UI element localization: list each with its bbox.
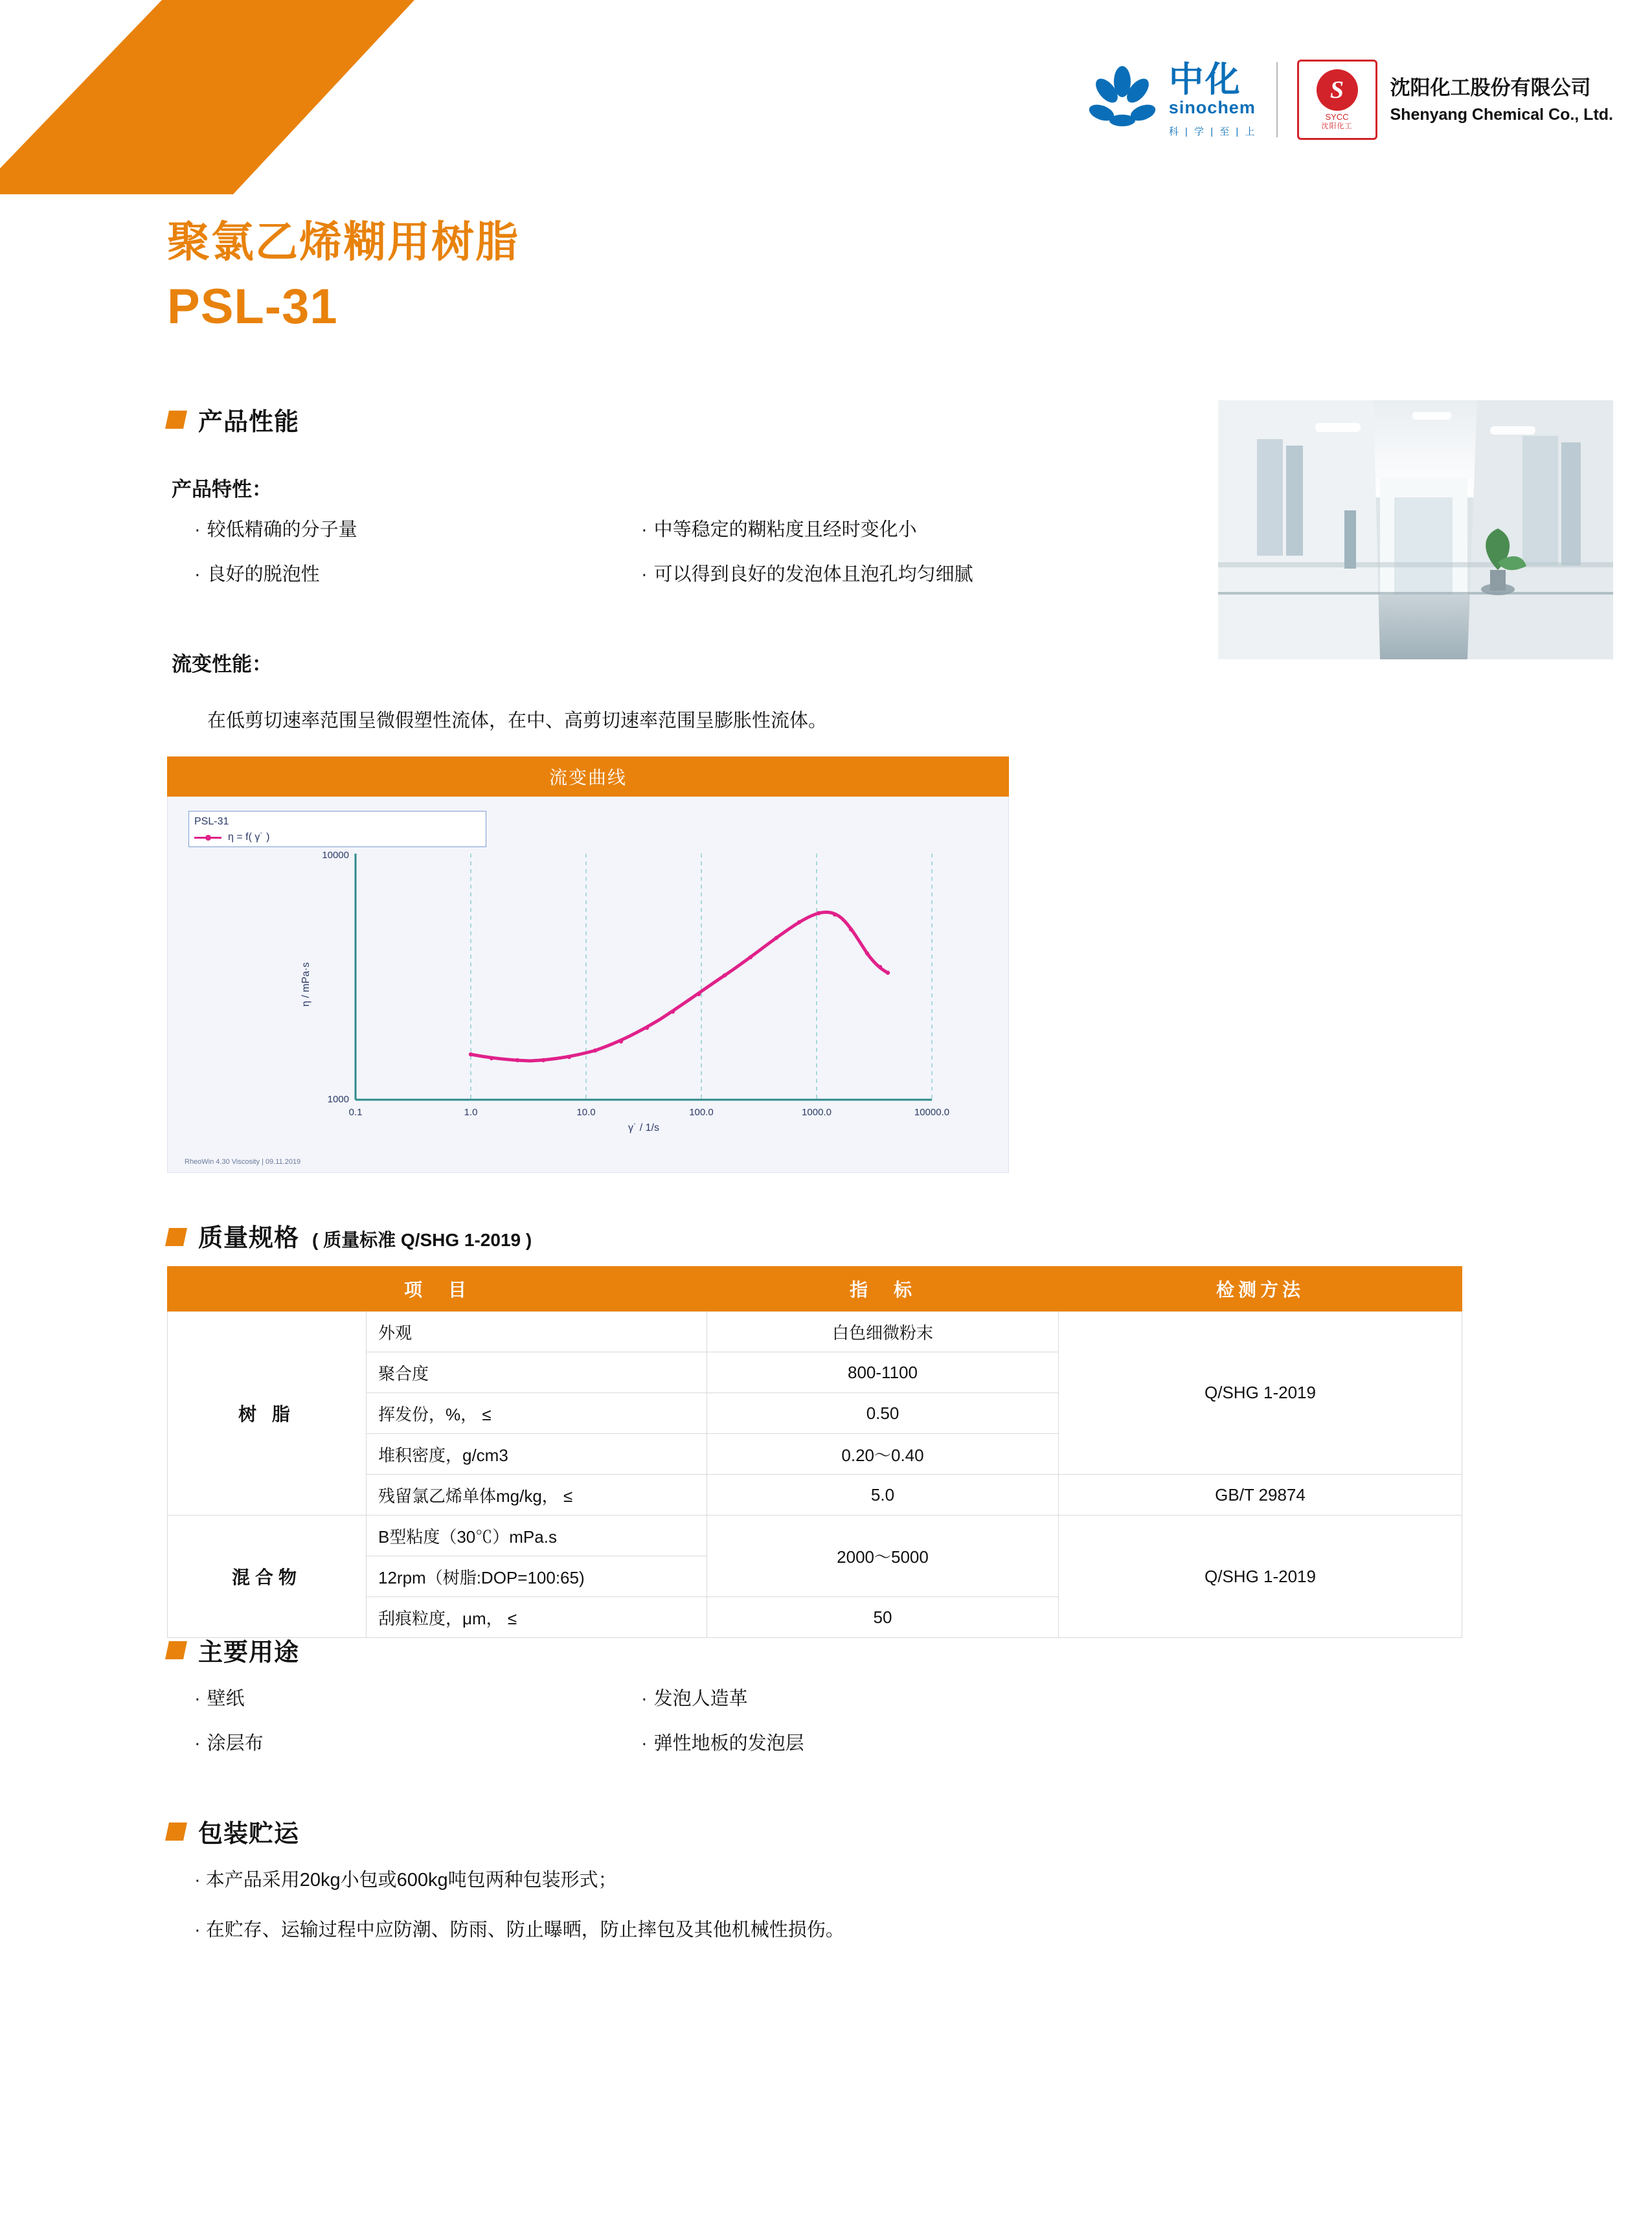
spec-value: 800-1100	[707, 1352, 1059, 1393]
packaging-text: 本产品采用20kg小包或600kg吨包两种包装形式；	[205, 1870, 617, 1891]
features-list	[194, 515, 1133, 604]
syc-mark-sub: SYCC	[1325, 111, 1349, 122]
page-title: 聚氯乙烯糊用树脂	[167, 218, 519, 266]
sinochem-wordmark	[1169, 62, 1257, 139]
list-item: · 中等稳定的糊粘度且经时变化小	[641, 519, 917, 540]
table-row	[168, 1312, 1462, 1352]
section-spec-title: 质量规格	[198, 1225, 300, 1252]
sinochem-slogan: 科 | 学 | 至 | 上	[1168, 126, 1257, 138]
legend-line-icon	[194, 837, 221, 839]
bullet-square-icon	[165, 1823, 187, 1841]
svg-text:10000: 10000	[322, 850, 349, 861]
feature-text: 较低精确的分子量	[207, 519, 357, 540]
syc-company-en: Shenyang Chemical Co., Ltd.	[1390, 106, 1613, 124]
chart-legend-title: PSL-31	[194, 816, 229, 827]
packaging-list	[194, 1865, 1360, 1965]
use-text: 弹性地板的发泡层	[653, 1733, 804, 1754]
list-item: · 本产品采用20kg小包或600kg吨包两种包装形式；	[194, 1870, 617, 1891]
bullet-square-icon	[165, 1641, 187, 1659]
rheology-label: 流变性能：	[172, 653, 272, 676]
syc-company-cn: 沈阳化工股份有限公司	[1390, 76, 1591, 99]
list-item: · 可以得到良好的发泡体且泡孔均匀细腻	[641, 564, 973, 585]
svg-text:100.0: 100.0	[689, 1107, 714, 1118]
feature-text: 中等稳定的糊粘度且经时变化小	[653, 519, 917, 540]
chart-title: 流变曲线	[167, 756, 1009, 797]
spec-value: 5.0	[707, 1475, 1059, 1516]
corridor-photo	[1218, 400, 1613, 659]
chart-footnote: RheoWin 4.30 Viscosity | 09.11.2019	[185, 1158, 301, 1166]
syc-mark-tiny: 沈阳化工	[1321, 122, 1353, 130]
spec-item: 挥发份，%， ≤	[367, 1393, 707, 1434]
list-item: · 在贮存、运输过程中应防潮、防雨、防止曝晒，防止摔包及其他机械性损伤。	[194, 1920, 844, 1940]
svg-text:γ˙ / 1/s: γ˙ / 1/s	[628, 1122, 660, 1133]
col-header-item: 项 目	[168, 1267, 707, 1312]
bullet-square-icon	[165, 1228, 187, 1246]
use-text: 壁纸	[207, 1688, 245, 1709]
uses-row-2	[194, 1729, 1133, 1755]
list-item: · 较低精确的分子量	[194, 519, 357, 540]
spec-method: GB/T 29874	[1059, 1475, 1462, 1516]
section-packaging-title: 包装贮运	[198, 1821, 300, 1848]
spec-value: 0.50	[707, 1393, 1059, 1434]
spec-item: 12rpm（树脂:DOP=100:65)	[367, 1556, 707, 1597]
rheology-text: 在低剪切速率范围呈微假塑性流体，在中、高剪切速率范围呈膨胀性流体。	[207, 710, 828, 731]
feature-text: 可以得到良好的发泡体且泡孔均匀细腻	[653, 564, 973, 585]
list-item: · 弹性地板的发泡层	[641, 1733, 804, 1754]
list-item: · 发泡人造革	[641, 1688, 748, 1709]
features-row-2	[194, 560, 1133, 586]
section-uses-heading	[167, 1632, 299, 1668]
spec-item: B型粘度（30℃）mPa.s	[367, 1516, 707, 1556]
spec-method: Q/SHG 1-2019	[1059, 1516, 1462, 1638]
syc-circle-icon: S	[1317, 69, 1358, 111]
table-header-row	[168, 1267, 1462, 1312]
spec-item: 聚合度	[367, 1352, 707, 1393]
svg-text:1.0: 1.0	[464, 1107, 478, 1118]
svg-text:1000: 1000	[327, 1094, 349, 1105]
spec-value: 2000～5000	[707, 1516, 1059, 1597]
svg-text:1000.0: 1000.0	[802, 1107, 832, 1118]
rheology-chart	[167, 756, 1009, 1173]
quality-spec-table	[167, 1266, 1462, 1638]
sinochem-logo	[1087, 62, 1257, 139]
shenyang-chemical-logo	[1297, 60, 1614, 140]
svg-text:η / mPa·s: η / mPa·s	[300, 962, 311, 1007]
chart-legend-series: η = f( γ˙ )	[228, 832, 270, 843]
spec-value: 白色细微粉末	[707, 1312, 1059, 1352]
category-resin: 树 脂	[168, 1312, 367, 1516]
spec-item: 残留氯乙烯单体mg/kg， ≤	[367, 1475, 707, 1516]
feature-text: 良好的脱泡性	[207, 564, 320, 585]
svg-text:10000.0: 10000.0	[914, 1107, 950, 1118]
spec-item: 堆积密度，g/cm3	[367, 1434, 707, 1475]
features-row-1	[194, 515, 1133, 541]
section-uses-title: 主要用途	[198, 1639, 300, 1666]
list-item: · 良好的脱泡性	[194, 564, 320, 585]
features-label: 产品特性：	[172, 478, 272, 501]
bullet-square-icon	[165, 411, 187, 429]
spec-method: Q/SHG 1-2019	[1059, 1312, 1462, 1475]
use-text: 发泡人造革	[653, 1688, 748, 1709]
use-text: 涂层布	[207, 1733, 264, 1754]
uses-list	[194, 1684, 1133, 1773]
packaging-text: 在贮存、运输过程中应防潮、防雨、防止曝晒，防止摔包及其他机械性损伤。	[205, 1920, 844, 1940]
flower-icon	[1087, 65, 1157, 135]
logo-divider	[1276, 62, 1278, 137]
syc-company-names	[1390, 73, 1614, 127]
section-performance-heading	[167, 402, 299, 437]
chart-plot-area	[167, 797, 1009, 1173]
spec-value: 0.20～0.40	[707, 1434, 1059, 1475]
sinochem-name-cn: 中化	[1168, 60, 1241, 99]
chart-svg	[168, 797, 1008, 1171]
col-header-value: 指 标	[707, 1267, 1059, 1312]
section-spec-heading	[167, 1218, 532, 1253]
spec-item: 外观	[367, 1312, 707, 1352]
svg-text:10.0: 10.0	[576, 1107, 596, 1118]
section-spec-subtitle: ( 质量标准 Q/SHG 1-2019 )	[312, 1230, 532, 1250]
product-code: PSL-31	[167, 279, 338, 334]
spec-item: 刮痕粒度，μm， ≤	[367, 1597, 707, 1638]
spec-value: 50	[707, 1597, 1059, 1638]
section-packaging-heading	[167, 1813, 299, 1849]
col-header-method: 检测方法	[1059, 1267, 1462, 1312]
category-compound: 混合物	[168, 1516, 367, 1638]
svg-text:0.1: 0.1	[348, 1107, 363, 1118]
header-logos	[1087, 60, 1613, 140]
section-performance-title: 产品性能	[198, 409, 300, 436]
list-item: · 壁纸	[194, 1688, 245, 1709]
table-row	[168, 1516, 1462, 1556]
uses-row-1	[194, 1684, 1133, 1710]
list-item: · 涂层布	[194, 1733, 264, 1754]
chart-legend	[188, 811, 486, 847]
sinochem-name-en: sinochem	[1168, 98, 1256, 118]
syc-badge-icon	[1297, 60, 1377, 140]
